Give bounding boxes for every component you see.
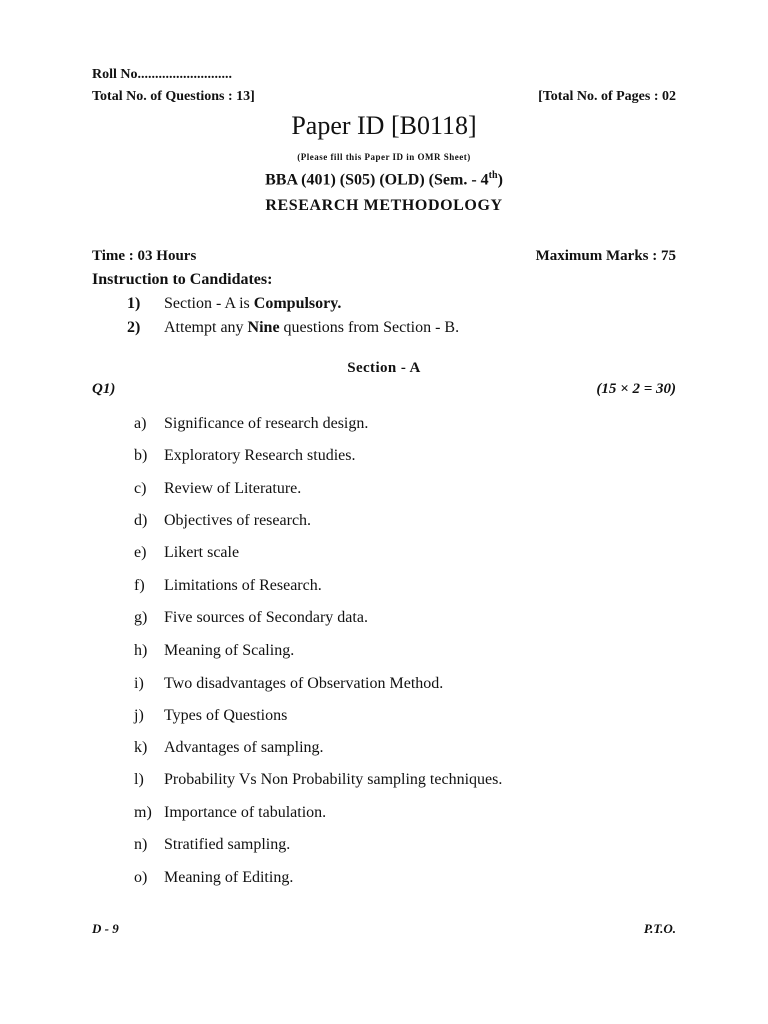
item-label: g) [134, 609, 148, 626]
paper-id: Paper ID [B0118] [291, 111, 477, 140]
item-text: Probability Vs Non Probability sampling techniques. [164, 771, 503, 788]
item-text: Exploratory Research studies. [164, 447, 356, 464]
footer-code: D - 9 [92, 921, 119, 936]
item-label: n) [134, 836, 148, 853]
item-label: i) [134, 675, 144, 692]
item-text: Limitations of Research. [164, 577, 322, 594]
list-item [134, 544, 239, 562]
meta-row [92, 248, 676, 265]
item-text: Significance of research design. [164, 415, 369, 432]
course-main: BBA (401) (S05) (OLD) (Sem. - 4 [265, 171, 489, 189]
list-item [134, 869, 293, 887]
instruction-text: Section - A is [164, 295, 254, 312]
subject-title: RESEARCH METHODOLOGY [265, 197, 503, 214]
item-label: d) [134, 512, 148, 529]
item-text: Stratified sampling. [164, 836, 291, 853]
question-row [92, 381, 676, 398]
list-item [134, 739, 324, 757]
list-item [134, 480, 301, 498]
list-item [134, 642, 294, 660]
list-item [134, 771, 502, 789]
page-footer [92, 921, 676, 937]
time-limit: Time : 03 Hours [92, 248, 197, 264]
instruction-item [127, 295, 341, 313]
item-text: Two disadvantages of Observation Method. [164, 675, 444, 692]
course-end: ) [497, 171, 503, 189]
instruction-item [127, 319, 459, 337]
list-item [134, 415, 368, 433]
list-item [134, 512, 311, 530]
item-text: Types of Questions [164, 707, 288, 724]
instruction-text-end: questions from Section - B. [279, 319, 460, 336]
item-text: Importance of tabulation. [164, 804, 327, 821]
item-text: Meaning of Editing. [164, 869, 294, 886]
max-marks: Maximum Marks : 75 [535, 248, 676, 264]
list-item [134, 804, 326, 822]
item-label: a) [134, 415, 147, 432]
header-info-row [92, 89, 676, 105]
total-pages: [Total No. of Pages : 02 [538, 89, 676, 104]
item-label: c) [134, 480, 147, 497]
question-marks: (15 × 2 = 30) [596, 381, 676, 397]
course-line [0, 170, 768, 189]
instruction-emphasis: Compulsory. [253, 295, 342, 312]
total-questions: Total No. of Questions : 13] [92, 89, 255, 104]
instruction-number: 2) [127, 319, 141, 336]
item-text: Objectives of research. [164, 512, 312, 529]
item-label: m) [134, 804, 152, 821]
instruction-text: Attempt any [164, 319, 248, 336]
item-label: h) [134, 642, 148, 659]
roll-no: Roll No........................... [92, 67, 232, 82]
item-label: f) [134, 577, 145, 594]
item-text: Likert scale [164, 544, 240, 561]
list-item [134, 609, 368, 627]
item-label: k) [134, 739, 148, 756]
item-label: j) [134, 707, 144, 724]
section-title: Section - A [347, 360, 421, 376]
list-item [134, 675, 443, 693]
list-item [134, 836, 290, 854]
omr-note: (Please fill this Paper ID in OMR Sheet) [297, 152, 471, 162]
instructions-title: Instruction to Candidates: [92, 271, 273, 288]
item-text: Five sources of Secondary data. [164, 609, 368, 626]
item-label: l) [134, 771, 144, 788]
item-text: Meaning of Scaling. [164, 642, 295, 659]
item-text: Review of Literature. [164, 480, 302, 497]
question-number: Q1) [92, 381, 116, 397]
list-item [134, 447, 356, 465]
item-text: Advantages of sampling. [164, 739, 324, 756]
item-label: e) [134, 544, 147, 561]
course-sup: th [488, 170, 498, 181]
instruction-emphasis: Nine [247, 319, 280, 336]
instruction-number: 1) [127, 295, 141, 312]
list-item [134, 707, 287, 725]
item-label: b) [134, 447, 148, 464]
item-label: o) [134, 869, 148, 886]
list-item [134, 577, 322, 595]
footer-pto: P.T.O. [643, 921, 676, 936]
